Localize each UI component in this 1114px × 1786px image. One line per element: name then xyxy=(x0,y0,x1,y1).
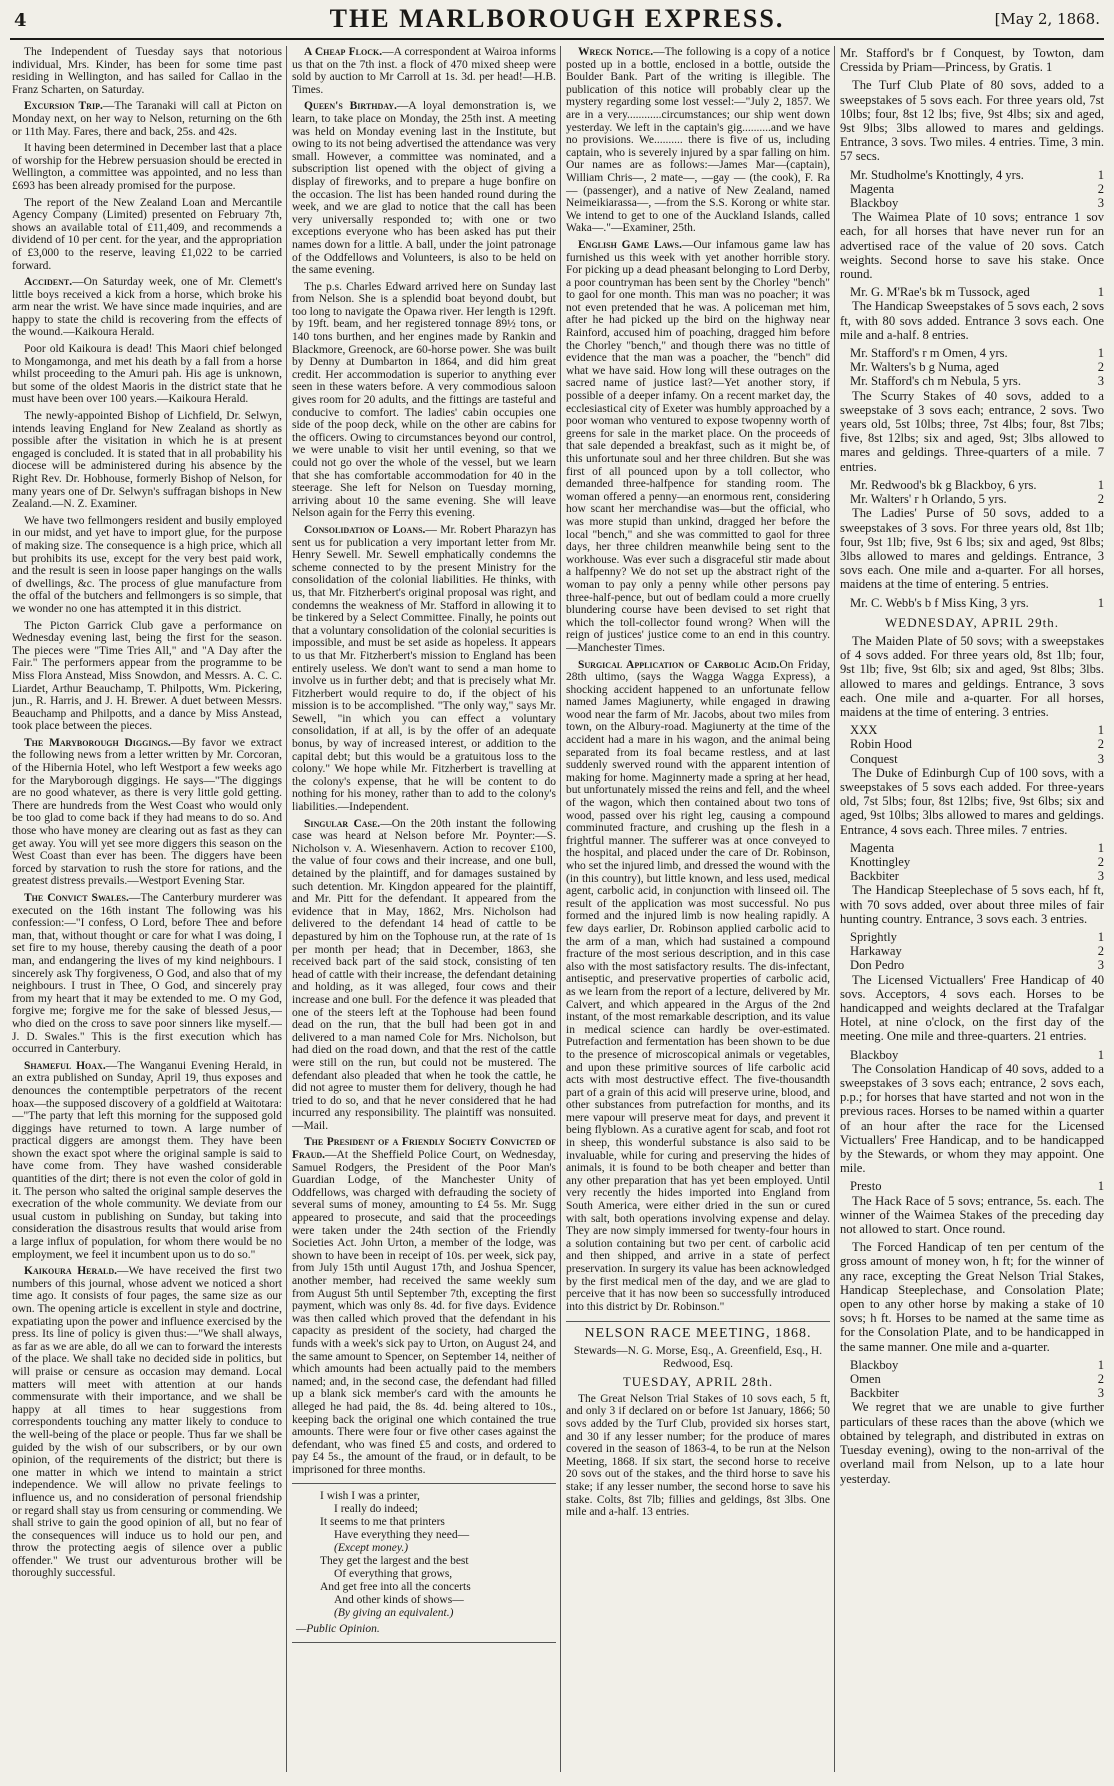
column-1 xyxy=(12,46,282,1774)
article-heading: The Convict Swales. xyxy=(24,892,129,904)
article-paragraph xyxy=(292,100,556,276)
race-entry xyxy=(840,958,1104,972)
placing: 3 xyxy=(1097,196,1104,211)
article-paragraph xyxy=(12,737,282,888)
placing: 3 xyxy=(1097,869,1104,884)
horse-name: Robin Hood xyxy=(850,737,912,752)
article-paragraph xyxy=(292,46,556,96)
horse-name: Mr. Walters's b g Numa, aged xyxy=(850,360,999,375)
article-heading: Consolidation of Loans. xyxy=(304,523,426,536)
placing: 2 xyxy=(1097,944,1104,959)
placing: 1 xyxy=(1097,1357,1104,1372)
placing: 1 xyxy=(1097,1047,1104,1062)
article-text: —A correspondent at Wairoa informs us that on the 7th inst. a flock of 470 mixed sheep were sold by auction to Mr Carroll at 1s. 3d. per head!—H.B. Times. xyxy=(292,46,556,96)
article-paragraph xyxy=(566,46,830,235)
article-heading: Queen's Birthday. xyxy=(304,100,397,113)
article-paragraph xyxy=(292,281,556,520)
horse-name: Backbiter xyxy=(850,1386,899,1401)
article-paragraph xyxy=(12,515,282,616)
horse-name: Mr. Walters' r h Orlando, 5 yrs. xyxy=(850,492,1007,507)
placing: 3 xyxy=(1097,374,1104,389)
race-description: The Turf Club Plate of 80 sovs, added to a sweepstakes of 5 sovs each. For three years old, 7st 10lbs; four, 8st 12 lbs; five, 9st 4lbs; six and aged, 9st 9lbs; 3lbs allowed to mares and geldings. Entrance, 3 sovs. Two miles. 4 entries. Time, 3 min. 57 secs. xyxy=(840,78,1104,164)
article-paragraph xyxy=(292,524,556,814)
article-text: —The following is a copy of a notice posted up in a bottle, enclosed in a bottle, outside the Boulder Bank. Part of the writing is illegible. The publication of this notice will probably clear up the mystery regarding some lost vessel:—"July 2, 1857. We are in a very............circumstances; our ship went down yesterday. We left in the captain's gig..........and we have no provisions. We.......... there is five of us, including captain, who is severely injured by a spar falling on him. Our names are as follows:—James Mar—(captain), William Chris—, 2 mate—, —gay — (the cook), F. Ra— (passenger), and a native of New Zealand, named Neimeikiarassa—, —from the S.S. Korong or white star. We intend to get to one of the Auckland Islands, called Waka—."—Examiner, 25th. xyxy=(566,46,830,235)
article-text: —The Wanganui Evening Herald, in an extra published on Sunday, April 19, thus exposes and denounces the contemptible perpetrators of the recent hoax—the supposed discovery of a goldfield at Waitotara:—"The party that left this morning for the supposed gold diggings have returned to town. A large number of practical diggers are amongst them. They have been shown the exact spot where the original sample is said to have come from. They have washed considerable quantities of the dirt; there is not even the color of gold in it. The person who salted the original sample deserves the execration of the whole community. We deviate from our usual custom in publishing on Sunday, but taking into consideration the disastrous results that would arise from a large influx of population, for whom there would be no employment, we feel it incumbent upon us to do so." xyxy=(12,1059,282,1261)
race-footer-note: We regret that we are unable to give further particulars of these races than the above (which we obtained by telegraph, and distributed in extras on Tuesday evening), owing to the non-arrival of the overland mail from Nelson, up to a late hour yesterday. xyxy=(840,1400,1104,1486)
race-entry xyxy=(840,374,1104,388)
article-text: The newly-appointed Bishop of Lichfield, Dr. Selwyn, intends leaving England for New Zealand as shortly as possible after the visitation in which he is at present engaged is concluded. It is stated that in all probability his diocese will be administered during his absence by the Right Rev. Dr. Hobhouse, formerly Bishop of Nelson, for many years one of Dr. Selwyn's suffragan bishops in New Zealand.—N. Z. Examiner. xyxy=(12,410,282,511)
horse-name: XXX xyxy=(850,723,878,738)
poem-line: I wish I was a printer, xyxy=(320,1489,420,1502)
placing: 2 xyxy=(1097,360,1104,375)
horse-name: Mr. Stafford's r m Omen, 4 yrs. xyxy=(850,346,1008,361)
placing: 2 xyxy=(1097,181,1104,196)
article-text: The Picton Garrick Club gave a performance on Wednesday evening last, being the first for the season. The pieces were "Time Tries All," and "A Day after the Fair." The performers appear from the programme to be Miss Flora Anstead, Miss Snowdon, and Messrs. A. C. C. Liardet, Arthur Beauchamp, T. Philpotts, Wm. Pickering, jun., R. Harris, and J. H. Brewer. A duet between Messrs. Beauchamp and Philpotts, and a dance by Miss Anstead, took place between the pieces. xyxy=(12,619,282,733)
article-heading: A Cheap Flock. xyxy=(304,46,383,58)
race-description: The Forced Handicap of ten per centum of the gross amount of money won, h ft; for the winner of any race, excepting the Great Nelson Trial Stakes, Handicap Steeplechase, and Consolation Plate; open to any other horse by making a stake of 10 sovs; h ft. Horses to be named at the same time as for the Consolation Plate, and to be handicapped in the same manner. One mile and a-quarter. xyxy=(840,1240,1104,1354)
article-paragraph xyxy=(12,410,282,511)
horse-name: Conquest xyxy=(850,751,898,766)
race-entry xyxy=(840,346,1104,360)
article-text: It having been determined in December last that a place of worship for the Hebrew persuasion should be erected in Wellington, a committee was appointed, and no less than £693 has been already promised for the purpose. xyxy=(12,142,282,192)
article-heading: Accident. xyxy=(24,276,73,289)
column-rule xyxy=(286,46,287,1772)
article-heading: Shameful Hoax. xyxy=(24,1059,106,1072)
article-heading: Kaikoura Herald. xyxy=(24,1265,118,1278)
race-result-line: Mr. Stafford's br f Conquest, by Towton, dam Cressida by Priam—Princess, by Gratis. 1 xyxy=(840,46,1104,75)
poem-line: (By giving an equivalent.) xyxy=(334,1606,454,1619)
race-entry xyxy=(840,944,1104,958)
placing: 2 xyxy=(1097,854,1104,869)
placing: 1 xyxy=(1097,285,1104,300)
placing: 1 xyxy=(1097,1179,1104,1194)
horse-name: Blackboy xyxy=(850,1357,899,1372)
placing: 1 xyxy=(1097,723,1104,738)
poem-line: And other kinds of shows— xyxy=(334,1593,464,1606)
article-paragraph xyxy=(12,343,282,406)
race-entry xyxy=(840,285,1104,299)
article-paragraph xyxy=(566,239,830,655)
race-description: The Hack Race of 5 sovs; entrance, 5s. each. The winner of the Waimea Stakes of the preceding day not allowed to start. Once round. xyxy=(840,1193,1104,1237)
article-text: —By favor we extract the following news from a letter written by Mr. Corcoran, of the Hibernia Hotel, who left Westport a few weeks ago for the Maryborough diggings. He says—"The diggings are no good whatever, as there is very little gold getting. There are hundreds from the West Coast who would only be too glad to come back if they had means to do so. And those who have money are clearing out as fast as they can get away. You will yet see more diggers this season on the West Coast than ever has been. The diggers have been forced by starvation to rush the store for rations, and the greatest distress prevails.—Westport Evening Star. xyxy=(12,736,282,888)
horse-name: Mr. C. Webb's b f Miss King, 3 yrs. xyxy=(850,595,1029,610)
article-paragraph xyxy=(12,1060,282,1262)
race-entry xyxy=(840,1179,1104,1193)
race-description: The Great Nelson Trial Stakes of 10 sovs each, 5 ft, and only 3 if declared on or before 1st January, 1866; 50 sovs added by the Turf Club, provided six horses start, and 30 if any lesser number; for the produce of mares covered in the season of 1863-4, to be run at the Nelson Meeting, 1868. If six start, the second horse to receive 20 sovs out of the stakes, and the third horse to save his stake; if any lesser number, the second horse to save his stake. Colts, 8st 7lb; fillies and geldings, 8st 3lbs. One mile and a-half. 13 entries. xyxy=(566,1392,830,1519)
race-description: The Ladies' Purse of 50 sovs, added to a sweepstakes of 3 sovs. For three years old, 8st 1lb; four, 9st 1lb; five, 9st 6 lbs; six and aged, 9st 8lbs; 3lbs allowed to mares and geldings. Entrance, 3 sovs each. One mile and a-quarter. For all horses, maidens at the time of entering. 5 entries. xyxy=(840,506,1104,592)
race-meeting-title: NELSON RACE MEETING, 1868. xyxy=(566,1321,830,1341)
race-entry xyxy=(840,855,1104,869)
horse-name: Don Pedro xyxy=(850,958,905,973)
race-entry xyxy=(840,930,1104,944)
placing: 2 xyxy=(1097,737,1104,752)
race-entry xyxy=(840,182,1104,196)
race-description: The Maiden Plate of 50 sovs; with a sweepstakes of 4 sovs added. For three years old, 8st 1lb; four, 9st 1lb; five, 9st 6lb; six and aged, 9st 8lbs; 3lbs. allowed to mares and geldings. Entrance, 3 sovs each. One mile and a-quarter. For all horses, maidens at the time of entering. 3 entries. xyxy=(840,633,1104,719)
horse-name: Magenta xyxy=(850,181,895,196)
placing: 1 xyxy=(1097,477,1104,492)
race-entry xyxy=(840,1372,1104,1386)
issue-date: [May 2, 1868. xyxy=(994,10,1100,28)
article-heading: English Game Laws. xyxy=(578,238,682,251)
article-text: The report of the New Zealand Loan and Mercantile Agency Company (Limited) presented on February 7th, shows an available total of £11,409, and recommends a dividend of 10 per cent. for the year, and the appropriation of £3,000 to the reserve, leaving £1,022 to be carried forward. xyxy=(12,196,282,272)
article-heading: Excursion Trip. xyxy=(24,100,103,113)
horse-name: Blackboy xyxy=(850,196,899,211)
article-paragraph xyxy=(12,100,282,138)
column-3 xyxy=(566,46,830,1774)
article-text: — Mr. Robert Pharazyn has sent us for publication a very important letter from Mr. Henry Sewell. Mr. Sewell emphatically condemns the scheme connected to by the present Ministry for the consolidation of the colonial liabilities. He thinks, with us, that Mr. Fitzherbert's original proposal was right, and condemns the weakness of Mr. Stafford in allowing it to be tinkered by a Select Committee. Finally, he points out that a voluntary consolidation of the colonial securities is impossible, and must be set aside as hopeless. It appears to us that Mr. Fitzherbert's mission to England has been entirely useless. We don't want to send a man home to involve us in further debt; and that is precisely what Mr. Fitzherbert would require to do, if the object of his mission is to be accomplished. "The only way," says Mr. Sewell, "in which you can effect a voluntary consolidation, if at all, is by the offer of an adequate bonus, by way of increased interest, or addition to the capital debt; but this would be a gratuitous loss to the colony." We hope while Mr. Fitzherbert is travelling at the colony's expense, that he will be content to do nothing for his money, rather than to add to the colony's liabilities.—Independent. xyxy=(292,523,556,814)
race-description: The Handicap Steeplechase of 5 sovs each, hf ft, with 70 sovs added, over about three miles of fair hunting country. Entrance, 3 sovs each. 3 entries. xyxy=(840,883,1104,926)
placing: 2 xyxy=(1097,1372,1104,1387)
poem-line: Of everything that grows, xyxy=(334,1567,453,1580)
race-entry xyxy=(840,1048,1104,1062)
article-paragraph xyxy=(12,276,282,339)
race-entry xyxy=(840,596,1104,610)
article-paragraph xyxy=(12,892,282,1056)
column-4 xyxy=(840,46,1104,1774)
race-entry xyxy=(840,360,1104,374)
race-entry xyxy=(840,737,1104,751)
horse-name: Harkaway xyxy=(850,944,902,959)
placing: 1 xyxy=(1097,840,1104,855)
column-rule xyxy=(560,46,561,1772)
horse-name: Mr. G. M'Rae's bk m Tussock, aged xyxy=(850,285,1030,300)
article-heading: Surgical Application of Carbolic Acid. xyxy=(578,658,780,671)
article-text: —At the Sheffield Police Court, on Wednesday, Samuel Rodgers, the President of the Poor Man's Guardian Lodge, of the Manchester Unity of Oddfellows, was charged with defrauding the society of several sums of money, amounting to £4 5s. Mr. Sugg appeared to prosecute, and said that the proceedings were taken under the 24th section of the Friendly Societies Act. John Urton, a member of the lodge, was shown to have been in receipt of 10s. per week, sick pay, from July 15th until August 17th, and Joshua Spencer, another member, had received the same weekly sum from August 5th until September 7th, excepting the first payment, which was only 8s. 4d. for five days. Evidence was then called which proved that the defendant in his capacity as president of the society, had charged the funds with a week's sick pay to Urton, on August 24, and the same amount to Spencer, on September 14, neither of which amounts had been actually paid to the members named; and, in the second case, the defendant had filled up a blank sick member's card with the amounts he alleged he had paid, the 8s. 4d. being altered to 10s., keeping back the original one which contained the true amounts. There were four or five other cases against the defendant, who was fined £5 and costs, and ordered to pay £4 5s., the amount of the fraud, or in default, to be imprisoned for three months. xyxy=(292,1149,556,1476)
article-text: The Independent of Tuesday says that notorious individual, Mrs. Kinder, has been for some time past residing in Wellington, and has sailed for Callao in the Franz Scharten, on Saturday. xyxy=(12,46,282,96)
column-rule xyxy=(834,46,835,1772)
race-entry xyxy=(840,869,1104,883)
race-description: The Duke of Edinburgh Cup of 100 sovs, with a sweepstakes of 5 sovs each added. For three-years old, 7st 5lbs; four, 8st 12lbs; five, 9st 6lbs; six and aged, 9st 10lbs; 3lbs allowed to mares and geldings. Entrance, 4 sovs each. Three miles. 7 entries. xyxy=(840,765,1104,837)
race-description: The Consolation Handicap of 40 sovs, added to a sweepstakes of 3 sovs each; entrance, 2 sovs each, p.p.; for horses that have started and not won in the previous races. Horses to be named within a quarter of an hour after the race for the Licensed Victuallers' Free Handicap, and to be handicapped by the Stewards, or whom they may appoint. One mile. xyxy=(840,1061,1104,1176)
race-entry xyxy=(840,168,1104,182)
poem-line: I really do indeed; xyxy=(334,1502,418,1515)
poem-line: And get free into all the concerts xyxy=(320,1580,471,1593)
horse-name: Magenta xyxy=(850,840,895,855)
horse-name: Omen xyxy=(850,1372,881,1387)
race-entry xyxy=(840,723,1104,737)
page-header xyxy=(10,4,1104,40)
race-description: The Handicap Sweepstakes of 5 sovs each, 2 sovs ft, with 80 sovs added. Entrance 3 sovs each. One mile and a-half. 8 entries. xyxy=(840,299,1104,342)
article-text: —We have received the first two numbers of this journal, whose advent we noticed a short time ago. It consists of four pages, the same size as our own. The opening article is excellent in style and doctrine, expatiating upon the power and influence exercised by the press. Its line of policy is given thus:—"We shall always, as far as we are able, do all we can to forward the interests of the place. We shall take no decided side in politics, but will praise or censure as occasion may demand. Local matters will meet with attention at our hands commensurate with their importance, and we shall be happy at all times to hear suggestions from correspondents touching any matter likely to conduce to the well-being of the place or people. Thus far we shall be guided by the wish of our subscribers, or by our own opinion, of the requirements of the district; but there is one matter in which we intend to maintain a strict independence. We will allow no private feelings to influence us, and no consideration of personal friendship or regard shall stay us from censuring or commending. We shall strive to gain the good opinion of all, but no fear of the consequences will induce us to hold our pen, and throw the protecting aegis of silence over a public offender." We trust our adventurous brother will be thoroughly successful. xyxy=(12,1265,282,1580)
article-heading: The Maryborough Diggings. xyxy=(24,736,171,749)
horse-name: Mr. Stafford's ch m Nebula, 5 yrs. xyxy=(850,374,1021,389)
article-paragraph xyxy=(12,142,282,192)
article-heading: The President of a Friendly Society Convicted of Fraud. xyxy=(292,1136,556,1162)
article-paragraph xyxy=(292,818,556,1133)
race-day-title: TUESDAY, APRIL 28th. xyxy=(622,1374,774,1390)
placing: 3 xyxy=(1097,958,1104,973)
article-text: The p.s. Charles Edward arrived here on Sunday last from Nelson. She is a splendid boat beyond doubt, but too long to navigate the Opawa river. Her length is 129ft. by 19ft. beam, and her registered tonnage 89½ tons, or 140 tons burthen, and her engines made by Rankin and Blackmore, Greenock, are 60-horse power. She was built by Denny at Dumbarton in 1864, and did him great credit. Her accommodation is superior to anything ever seen in these waters before. A very commodious saloon gives room for 20 adults, and the fittings are tasteful and conducive to comfort. The ladies' cabin occupies one side of the poop deck, while on the other are cabins for the officers. Owing to circumstances beyond our control, we were unable to visit her until evening, so that we could not go over the whole of the vessel, but we learn that she has comfortable accommodation for 40 in the steerage. She left for Nelson on Tuesday morning, arriving about 10 the same evening. She will leave Nelson again for the Ferry this evening. xyxy=(292,280,556,520)
race-entry xyxy=(840,1358,1104,1372)
horse-name: Sprightly xyxy=(850,929,897,944)
placing: 1 xyxy=(1097,167,1104,182)
article-paragraph xyxy=(12,197,282,273)
race-stewards: Stewards—N. G. Morse, Esq., A. Greenfield, Esq., H. Redwood, Esq. xyxy=(573,1344,823,1370)
horse-name: Blackboy xyxy=(850,1047,899,1062)
horse-name: Mr. Studholme's Knottingly, 4 yrs. xyxy=(850,167,1024,182)
article-paragraph xyxy=(12,46,282,96)
race-entry xyxy=(840,841,1104,855)
poem-line: (Except money.) xyxy=(334,1541,409,1554)
article-text: Poor old Kaikoura is dead! This Maori chief belonged to Mongamonga, and met his death by a fall from a horse whilst proceeding to the Amuri pah. His age is unknown, but some of the oldest Maoris in the district state that he must have been over 100 years.—Kaikoura Herald. xyxy=(12,343,282,406)
article-paragraph xyxy=(12,1265,282,1580)
poem xyxy=(292,1483,556,1643)
masthead: THE MARLBOROUGH EXPRESS. xyxy=(329,4,785,33)
poem-source: —Public Opinion. xyxy=(296,1622,380,1635)
race-entry xyxy=(840,752,1104,766)
article-text: —On the 20th instant the following case was heard at Nelson before Mr. Poynter:—S. Nicholson v. A. Wiesenhavern. Action to recover £100, the value of four cows and their increase, and one bull, detained by the plaintiff, and for damages sustained by such detention. Mr. Kingdon appeared for the plaintiff, and Mr. Pitt for the defendant. It appeared from the evidence that in May, 1862, Mrs. Nicholson had delivered to the defendant 14 head of cattle to be depastured by him on the Tophouse run, at the rate of 1s per month per head; that in December, 1863, she received back part of the said stock, consisting of ten head of cattle with their increase, the defendant detaining and holding, as it was alleged, four cows and their increase and one bull. For the defence it was pleaded that one of the steers left at the Tophouse had been found dead on the run, that the bull had been got in and delivered to a man named Cole for Mrs. Nicholson, but had died on the road down, and that the rest of the cattle were still on the run, but could not be mustered. The defendant also pleaded that when he took the cattle, he did not agree to muster them for delivery, though he had tried to do so, and that he never considered that he had incurred any responsibility. The plaintiff was nonsuited.—Mail. xyxy=(292,817,556,1132)
column-2 xyxy=(292,46,556,1774)
article-text: —A loyal demonstration is, we learn, to take place on Monday, the 25th inst. A meeting was held on Monday evening last in the Institute, but owing to its not being advertised the attendance was very small. However, a committee was nominated, and a subscription list opened with the object of giving a display of fireworks, and to prepare a huge bonfire on the occasion. The list has been handed round during the week, and we are glad to notice that the call has been very universally responded to; with one or two exceptions everyone who has been asked has put their names down for a little. A ball, under the joint patronage of the Oddfellows and Volunteers, is also to be held on the same evening. xyxy=(292,100,556,277)
race-entry xyxy=(840,1386,1104,1400)
race-description: The Licensed Victuallers' Free Handicap of 40 sovs. Acceptors, 4 sovs each. Horses to be handicapped and weights declared at the Trafalgar Hotel, at nine o'clock, on the first day of the meeting. One mile and three-quarters. 21 entries. xyxy=(840,972,1104,1044)
article-paragraph xyxy=(292,1136,556,1476)
race-entry xyxy=(840,196,1104,210)
article-text: On Friday, 28th ultimo, (says the Wagga Wagga Express), a shocking accident happened to an unfortunate fellow named James Magiunerty, while engaged in drawing wood near the farm of Mr. Jacobs, about two miles from town, on the Albury-road. Magiunerty at the time of the accident had a mare in his wagon, and the animal being separated from its foal became restless, and at last suddenly swerved round with the apparent intention of making for home. Maginnerty made a spring at her head, but unfortunately missed the reins and fell, and the wheel of the wagon, which then contained about two tons of wood, passed over his right leg, causing a compound comminuted fracture, and crushing up the flesh in a frightful manner. The sufferer was at once conveyed to the hospital, and placed under the care of Dr. Robinson, who set the injured limb, and dressed the wound with the (in this country), but little known, and less used, medical agent, carbolic acid, in conjunction with linseed oil. The result of the application was most successful. No pus formed and the injured limb is now healing rapidly. A few days earlier, Dr. Robinson applied carbolic acid to the arm of a man, which had sustained a compound fracture of the most serious description, and in this case also with the most satisfactory results. The dis-infectant, antiseptic, and preservative properties of carbolic acid, as we learn from the report of a lecture, delivered by Mr. Calvert, and which appeared in the Argus of the 2nd instant, of the most remarkable description, and its value in medical science can hardly be over-estimated. Putrefaction and fermentation has been shown to be due to the presence of microscopical animals or vegetables, and upon these primitive sources of life carbolic acid acts with most destructive effect. The five-thousandth part of a grain of this acid will preserve urine, blood, and other substances from putrefaction for months, and its mere vapour will preserve meat for days, and prevent it being flyblown. As a curative agent for scab, and foot rot in sheep, this wonderful substance is also said to be invaluable, while for curing and preserving the hides of animals, it is found to be both cheaper and better than any other preparation that has yet been employed. Until very recently the hides imported into England from South America, were either dried in the sun or cured with salt, both operations involving expense and delay. They are now simply immersed for twenty-four hours in a solution containing but two per cent. of carbolic acid and then shipped, and arrive in a state of perfect preservation. In surgery its value has been acknowledged by the first medical men of the day, and we are glad to perceive that it has now been so successfully introduced into this district by Dr. Robinson." xyxy=(566,658,830,1313)
horse-name: Presto xyxy=(850,1179,882,1194)
article-text: —The Canterbury murderer was executed on the 16th instant The following was his confession:—"I confess, O Lord, before Thee and before man, that, without thought or care for what I was doing, I set fire to my house, thereby causing the death of a poor man, and endangering the lives of my kind neighbours. I sincerely ask Thy forgiveness, O God, and also that of my neighbours. I trust in Thee, O God, and sincerely pray from my heart that it may be extended to me. O my God, forgive me; forgive me for the sake of blessed Jesus,—who died on the cross to save poor sinners like myself.—J. D. Swales." This is the first execution which has occurred in Canterbury. xyxy=(12,892,282,1056)
race-entry xyxy=(840,478,1104,492)
article-text: We have two fellmongers resident and busily employed in our midst, and yet have to import glue, for the purpose of making size. The consequence is a high price, which all but prohibits its use, except for the very best paid work, and the result is seen in loose paper hangings on the walls of dwellings, &c. The process of glue manufacture from the offal of the butchers and fellmongers is so simple, that we wonder no one has attempted it in this district. xyxy=(12,514,282,615)
article-text: —On Saturday week, one of Mr. Clemett's little boys received a kick from a horse, which broke his arm near the wrist. We have since made inquiries, and are happy to state the child is recovering from the effects of the wound.—Kaikoura Herald. xyxy=(12,276,282,339)
article-heading: Wreck Notice. xyxy=(578,46,654,58)
page-number: 4 xyxy=(14,10,27,31)
placing: 3 xyxy=(1097,1386,1104,1401)
article-paragraph xyxy=(12,620,282,733)
poem-line: Have everything they need— xyxy=(334,1528,470,1541)
horse-name: Backbiter xyxy=(850,869,899,884)
placing: 1 xyxy=(1097,346,1104,361)
article-text: —Our infamous game law has furnished us this week with yet another horrible story. For picking up a dead pheasant belonging to Lord Derby, a poor countryman has been sent by the Chorley "bench" to gaol for one month. This man was no poacher; it was not even pretended that he was. A policeman met him, after he had picked up the bird on the highway near Rainford, accused him of poaching, dragged him before the Chorley "bench," and though there was no tittle of evidence that the man was a poacher, the "bench" did what we have said. How long will these outrages on the sacred name of justice last?—Yet another story, if possible of a deeper infamy. On a recent market day, the ecclesiastical city of Exeter was humbly approached by a poor woman who ventured to expose twopenny worth of greens for sale in the market place. On the proceeds of that sale depended a breakfast, such as it might be, of this unfortunate soul and her three children. But she was first of all pounced upon by a toll collector, who demanded three-halfpence for standing room. The woman offered a penny—an enormous rent, considering how scant her merchandise was—but the official, who was more stupid than unkind, dragged her before the local "bench," and she was committed to gaol for three days, her three children meanwhile being sent to the workhouse. Was ever such a disgraceful stir made about a halfpenny? We do not set up the abstract right of the woman to pay only a penny while other persons pay three-half-pence, but out of bedlam could a more cruelly blundering course have been devised to set right that which the toll-collector found wrong? When will the reign of justices' justice come to an end in this country.—Manchester Times. xyxy=(566,238,830,654)
poem-line: It seems to me that printers xyxy=(320,1515,445,1528)
race-entry xyxy=(840,492,1104,506)
placing: 1 xyxy=(1097,595,1104,610)
placing: 3 xyxy=(1097,751,1104,766)
placing: 1 xyxy=(1097,929,1104,944)
placing: 2 xyxy=(1097,492,1104,507)
article-paragraph xyxy=(566,659,830,1314)
race-description: The Waimea Plate of 10 sovs; entrance 1 sov each, for all horses that have never run for an advertised race of the value of 20 sovs. Catch weights. Second horse to save his stake. Once round. xyxy=(840,210,1104,282)
race-description: The Scurry Stakes of 40 sovs, added to a sweepstake of 3 sovs each; entrance, 2 sovs. Two years old, 5st 10lbs; three, 7st 4lbs; four, 8st 7lbs; five, 8st 12lbs; six and aged, 9st; 3lbs allowed to mares and geldings. Three-quarters of a mile. 7 entries. xyxy=(840,388,1104,474)
horse-name: Mr. Redwood's bk g Blackboy, 6 yrs. xyxy=(850,477,1037,492)
article-heading: Singular Case. xyxy=(304,817,381,830)
article-text: —The Taranaki will call at Picton on Monday next, on her way to Nelson, returning on the 6th or 11th May. Fares, there and back, 25s. and 42s. xyxy=(12,100,282,138)
horse-name: Knottingley xyxy=(850,854,911,869)
poem-line: They get the largest and the best xyxy=(320,1554,469,1567)
race-day-title: WEDNESDAY, APRIL 29th. xyxy=(885,614,1059,630)
